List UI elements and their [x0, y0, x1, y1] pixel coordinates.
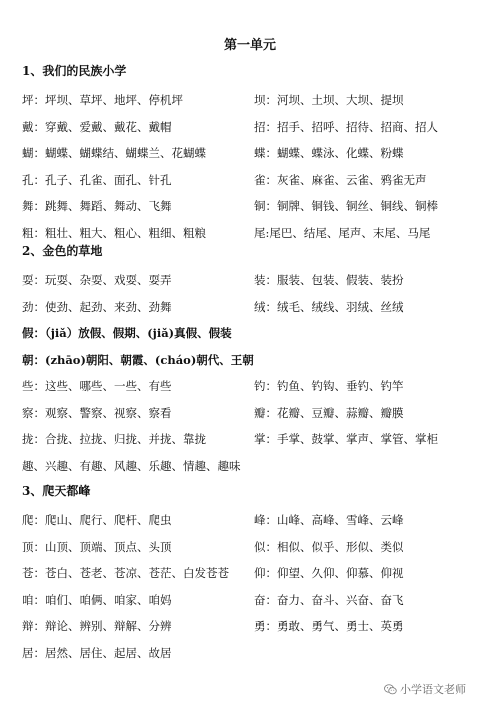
vocab-entry: 坝：河坝、土坝、大坝、提坝 — [254, 93, 404, 107]
section-title: 2、金色的草地 — [22, 244, 103, 258]
vocab-entry: 趣、兴趣、有趣、风趣、乐趣、情趣、趣味 — [22, 459, 241, 473]
vocab-entry: 掌：手掌、鼓掌、掌声、掌管、掌柜 — [254, 432, 438, 446]
wechat-icon — [384, 684, 397, 695]
vocab-entry: 招：招手、招呼、招待、招商、招人 — [254, 120, 438, 134]
vocab-entry: 瓣：花瓣、豆瓣、蒜瓣、瓣膜 — [254, 406, 404, 420]
section-title: 1、我们的民族小学 — [22, 64, 127, 78]
vocab-entry: 粗：粗壮、粗大、粗心、粗细、粗粮 — [22, 226, 206, 240]
vocab-entry: 顶：山顶、顶端、顶点、头顶 — [22, 540, 172, 554]
vocab-entry: 舞：跳舞、舞蹈、舞动、飞舞 — [22, 199, 172, 213]
watermark — [384, 681, 466, 697]
vocab-entry: 蝶：蝴蝶、蝶泳、化蝶、粉蝶 — [254, 146, 404, 160]
vocab-entry: 似：相似、似乎、形似、类似 — [254, 540, 404, 554]
vocab-entry: 咱：咱们、咱俩、咱家、咱妈 — [22, 593, 172, 607]
vocab-entry: 勇：勇敢、勇气、勇士、英勇 — [254, 619, 404, 633]
vocab-entry: 装：服装、包装、假装、装扮 — [254, 273, 404, 287]
vocab-entry: 峰：山峰、高峰、雪峰、云峰 — [254, 513, 404, 527]
vocab-entry: 苍：苍白、苍老、苍凉、苍茫、白发苍苍 — [22, 566, 229, 580]
vocab-entry: 奋：奋力、奋斗、兴奋、奋飞 — [254, 593, 404, 607]
section-title: 3、爬天都峰 — [22, 484, 91, 498]
vocab-entry: 仰：仰望、久仰、仰慕、仰视 — [254, 566, 404, 580]
vocab-entry: 雀：灰雀、麻雀、云雀、鸦雀无声 — [254, 173, 427, 187]
vocab-entry: 坪：坪坝、草坪、地坪、停机坪 — [22, 93, 183, 107]
vocab-entry: 察：观察、警察、视察、察看 — [22, 406, 172, 420]
vocab-entry: 耍：玩耍、杂耍、戏耍、耍弄 — [22, 273, 172, 287]
vocab-entry: 爬：爬山、爬行、爬杆、爬虫 — [22, 513, 172, 527]
vocab-entry: 戴：穿戴、爱戴、戴花、戴帽 — [22, 120, 172, 134]
vocab-entry: 铜：铜牌、铜钱、铜丝、铜线、铜棒 — [254, 199, 438, 213]
page-title: 第一单元 — [223, 38, 276, 53]
vocab-entry: 钓：钓鱼、钓钩、垂钓、钓竿 — [254, 379, 404, 393]
vocab-entry: 假：（jiǎ）放假、假期、(jiǎ)真假、假装 — [22, 326, 232, 340]
vocab-entry: 蝴：蝴蝶、蝴蝶结、蝴蝶兰、花蝴蝶 — [22, 146, 206, 160]
vocab-entry: 拢：合拢、拉拢、归拢、并拢、靠拢 — [22, 432, 206, 446]
vocab-entry: 朝：(zhāo)朝阳、朝霞、(cháo)朝代、王朝 — [22, 353, 254, 367]
vocab-entry: 些：这些、哪些、一些、有些 — [22, 379, 172, 393]
vocab-entry: 居：居然、居住、起居、故居 — [22, 646, 172, 660]
vocab-entry: 辩：辩论、辨别、辩解、分辨 — [22, 619, 172, 633]
vocab-entry: 劲：使劲、起劲、来劲、劲舞 — [22, 300, 172, 314]
vocab-entry: 绒：绒毛、绒线、羽绒、丝绒 — [254, 300, 404, 314]
watermark-text: 小学语文老师 — [400, 683, 466, 696]
vocab-entry: 尾:尾巴、结尾、尾声、末尾、马尾 — [254, 226, 431, 240]
vocab-entry: 孔：孔子、孔雀、面孔、针孔 — [22, 173, 172, 187]
